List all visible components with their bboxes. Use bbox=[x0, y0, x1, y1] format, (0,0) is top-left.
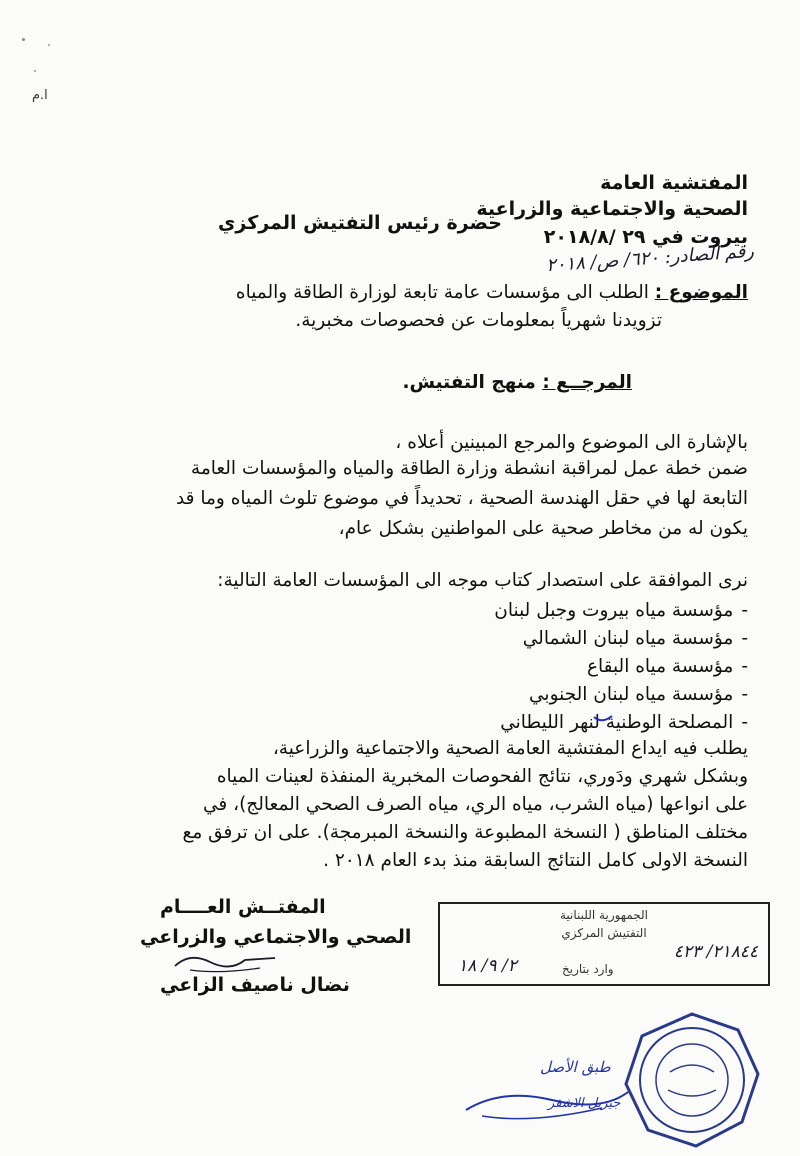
list-item bbox=[500, 712, 748, 733]
subject-line-1 bbox=[236, 282, 748, 303]
list-dash: - bbox=[741, 600, 748, 621]
list-item bbox=[587, 656, 748, 677]
list-dash: - bbox=[741, 656, 748, 677]
org-line-2: الصحية والاجتماعية والزراعية bbox=[476, 198, 748, 220]
reference-value: منهج التفتيش. bbox=[402, 372, 536, 393]
signatory-title-2: الصحي والاجتماعي والزراعي bbox=[140, 926, 412, 948]
certified-copy-note: طبق الأصل bbox=[540, 1058, 611, 1076]
stamp-republic: الجمهورية اللبنانية bbox=[559, 908, 649, 922]
list-item bbox=[529, 684, 748, 705]
outgoing-reference: رقم الصادر: ٦٢٠/ ص/ ٢٠١٨ bbox=[545, 240, 755, 277]
subject-text: الطلب الى مؤسسات عامة تابعة لوزارة الطاقة والمياه bbox=[235, 282, 649, 303]
subject-line-2: تزويدنا شهرياً بمعلومات عن فحصوصات مخبرية. bbox=[295, 310, 662, 331]
list-dash: - bbox=[741, 712, 748, 733]
institution-name: مؤسسة مياه لبنان الشمالي bbox=[522, 628, 734, 649]
institution-name: مؤسسة مياه لبنان الجنوبي bbox=[529, 684, 734, 705]
handwritten-tick-mark bbox=[592, 712, 614, 726]
signatory-name: نضال ناصيف الزاعي bbox=[160, 974, 350, 996]
paragraph-2-line-3: على انواعها (مياه الشرب، مياه الري، مياه الصرف الصحي المعالج)، في bbox=[202, 794, 748, 815]
stamp-inspection: التفتيش المركزي bbox=[561, 926, 647, 940]
paragraph-1-line-1: بالإشارة الى الموضوع والمرجع المبينين أعلاه ، bbox=[395, 432, 748, 453]
institution-name: مؤسسة مياه البقاع bbox=[586, 656, 734, 677]
paragraph-1-line-4: يكون له من مخاطر صحية على المواطنين بشكل عام، bbox=[338, 518, 748, 539]
signature-scribble bbox=[170, 946, 280, 976]
official-seal-icon bbox=[622, 1010, 762, 1150]
list-dash: - bbox=[741, 684, 748, 705]
institution-name: مؤسسة مياه بيروت وجبل لبنان bbox=[494, 600, 734, 621]
corner-mark: ا.م bbox=[32, 88, 48, 103]
paragraph-2-line-1: يطلب فيه ايداع المفتشية العامة الصحية والاجتماعية والزراعية، bbox=[272, 738, 748, 759]
signatory-title-1: المفتــش العــــام bbox=[160, 896, 326, 918]
list-item bbox=[523, 628, 748, 649]
institution-name: المصلحة الوطنية لنهر الليطاني bbox=[500, 712, 734, 733]
list-intro: نرى الموافقة على استصدار كتاب موجه الى المؤسسات العامة التالية: bbox=[217, 570, 748, 591]
registration-stamp bbox=[438, 902, 770, 986]
scan-speck bbox=[22, 38, 25, 41]
certifier-name: جيزيل الاشقر bbox=[548, 1096, 621, 1111]
stamp-date-label: وارد بتاريخ bbox=[562, 962, 614, 976]
list-dash: - bbox=[741, 628, 748, 649]
stamp-number: ٢١٨٤٤/ ٤٢٣ bbox=[673, 942, 758, 962]
stamp-date: ٢/ ٩/ ١٨ bbox=[458, 956, 517, 976]
date-line: بيروت في ٢٩ /٢٠١٨/٨ bbox=[543, 226, 748, 248]
paragraph-2-line-4: مختلف المناطق ( النسخة المطبوعة والنسخة المبرمجة). على ان ترفق مع bbox=[182, 822, 748, 843]
reference-label: المرجــع : bbox=[542, 372, 632, 393]
paragraph-1-line-2: ضمن خطة عمل لمراقبة انشطة وزارة الطاقة والمياه والمؤسسات العامة bbox=[190, 458, 748, 479]
paragraph-1-line-3: التابعة لها في حقل الهندسة الصحية ، تحديداً في موضوع تلوث المياه وما قد bbox=[175, 488, 748, 509]
subject-label: الموضوع : bbox=[654, 282, 748, 303]
reference-line bbox=[402, 372, 632, 393]
paragraph-2-line-2: وبشكل شهري ودَوري، نتائج الفحوصات المخبرية المنفذة لعينات المياه bbox=[216, 766, 748, 787]
list-item bbox=[494, 600, 748, 621]
addressee: حضرة رئيس التفتيش المركزي bbox=[218, 212, 502, 234]
scan-speck bbox=[34, 70, 36, 72]
org-line-1: المفتشية العامة bbox=[600, 172, 748, 194]
paragraph-2-line-5: النسخة الاولى كامل النتائج السابقة منذ بدء العام ٢٠١٨ . bbox=[323, 850, 748, 871]
scan-speck bbox=[48, 44, 50, 46]
